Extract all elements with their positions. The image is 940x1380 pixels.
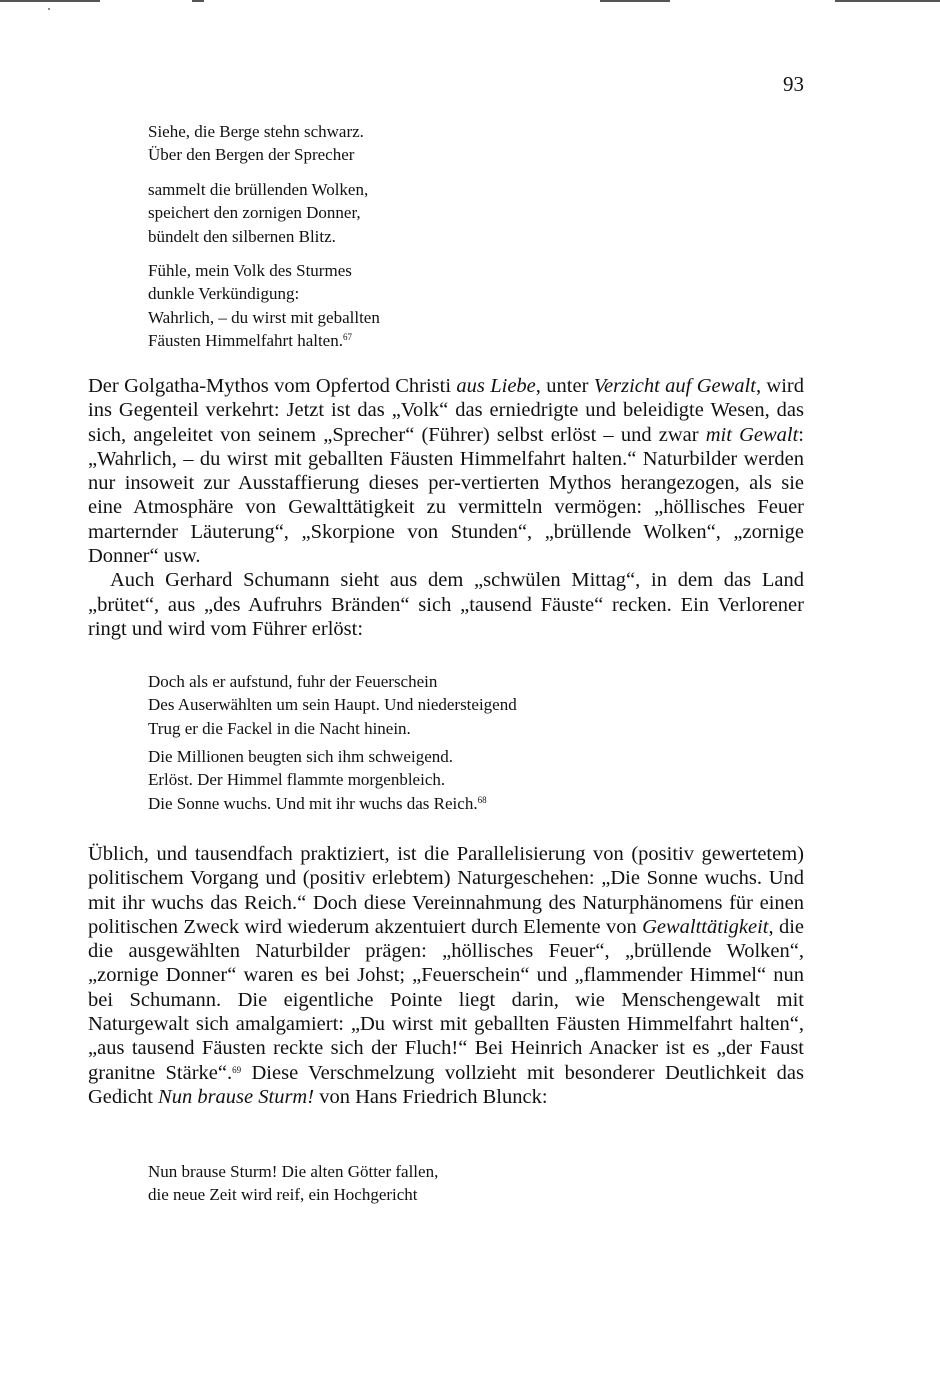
text: , unter	[535, 375, 594, 397]
verse-line: bündelt den silbernen Blitz.	[148, 226, 336, 246]
verse-line: Über den Bergen der Sprecher	[148, 145, 355, 165]
prose-block-1	[88, 374, 804, 641]
verse-line: Siehe, die Berge stehn schwarz.	[148, 122, 364, 141]
text: Der Golgatha-Mythos vom Opfertod Christi	[88, 375, 457, 397]
poem-johst-stanza-2	[148, 178, 368, 248]
emphasis: Verzicht auf Gewalt	[593, 375, 756, 397]
paragraph	[88, 374, 804, 568]
text: : „Wahrlich, – du wirst mit geballten Fäusten Himmelfahrt halten.“ Naturbilder werden nur insoweit zur Ausstaffierung dieses per-vertierten Mythos herangezogen, als sie eine Atmosphäre von Gewalttätigkeit zu vermitteln vermögen: „höllisches Feuer marternder Läuterung“, „Skorpione von Stunden“, „brüllende Wolken“, „zornige Donner“ usw.	[88, 423, 804, 568]
verse-line	[148, 792, 487, 815]
footnote-ref: 67	[342, 331, 352, 342]
scan-top-edge-right	[600, 0, 670, 2]
paragraph	[88, 842, 804, 1109]
scan-top-edge-left	[0, 0, 100, 2]
verse-text: Fäusten Himmelfahrt halten.	[148, 330, 343, 350]
poem-blunck	[148, 1160, 438, 1207]
verse-line: Wahrlich, – du wirst mit geballten	[148, 307, 380, 327]
text: Diese Verschmelzung vollzieht mit besonderer Deutlichkeit das Gedicht	[88, 1061, 804, 1108]
emphasis: Gewalttätigkeit	[642, 915, 769, 938]
emphasis: Nun brause Sturm!	[158, 1085, 315, 1108]
footnote-ref: 69	[232, 1064, 242, 1075]
scan-top-edge-far-right	[835, 0, 940, 2]
text: von Hans Friedrich Blunck:	[314, 1085, 548, 1108]
verse-line	[148, 329, 380, 352]
verse-line: Erlöst. Der Himmel flammte morgenbleich.	[148, 770, 446, 790]
verse-line: Die Millionen beugten sich ihm schweigend.	[148, 747, 453, 766]
verse-line: Doch als er aufstund, fuhr der Feuerschein	[148, 672, 438, 691]
scan-speck	[48, 8, 50, 10]
text: , wird ins Gegenteil verkehrt: Jetzt ist das „Volk“ das erniedrigte und beleidigte Wesen, das sich, angeleitet von seinem „Sprecher“ (Führer) selbst erlöst – und zwar	[88, 375, 804, 446]
paragraph: Auch Gerhard Schumann sieht aus dem „schwülen Mittag“, in dem das Land „brütet“, aus „des Aufruhrs Bränden“ sich „tausend Fäuste“ recken. Ein Verlorener ringt und wird vom Führer erlöst:	[88, 569, 804, 640]
verse-line: sammelt die brüllenden Wolken,	[148, 180, 369, 199]
prose-block-2	[88, 842, 804, 1109]
emphasis: mit Gewalt	[705, 423, 799, 446]
poem-johst-stanza-1	[148, 120, 364, 167]
verse-line: Trug er die Fackel in die Nacht hinein.	[148, 718, 411, 738]
verse-line: Nun brause Sturm! Die alten Götter fallen,	[148, 1162, 439, 1181]
verse-line: speichert den zornigen Donner,	[148, 203, 361, 223]
verse-line: dunkle Verkündigung:	[148, 284, 300, 304]
verse-line: Des Auserwählten um sein Haupt. Und niedersteigend	[148, 695, 517, 715]
verse-line: Fühle, mein Volk des Sturmes	[148, 261, 352, 280]
text: , die die ausgewählten Naturbilder prägen: „höllisches Feuer“, „brüllende Wolken“, „zornige Donner“ waren es bei Johst; „Feuerschein“ und „flammender Himmel“ nun bei Schumann. Die eigentliche Pointe liegt darin, wie Menschengewalt mit Naturgewalt sich amalgamiert: „Du wirst mit geballten Fäusten Himmelfahrt halten“, „aus tausend Fäusten reckte sich der Fluch!“ Bei Heinrich Anacker ist es „der Faust granitne Stärke“.	[88, 915, 804, 1084]
poem-johst-stanza-3	[148, 259, 380, 352]
scan-top-edge-mid	[192, 0, 204, 2]
emphasis: aus Liebe	[456, 375, 536, 397]
page-number: 93	[783, 72, 804, 96]
text: Üblich, und tausendfach praktiziert, ist die Parallelisierung von (positiv gewertetem) politischem Vorgang und (positiv erlebtem) Naturgeschehen: „Die Sonne wuchs. Und mit ihr wuchs das Reich.“ Doch diese Vereinnahmung des Naturphänomens für einen politischen Zweck wird wiederum akzentuiert durch Elemente von	[88, 843, 804, 938]
poem-schumann-stanza-2	[148, 745, 487, 815]
verse-text: Die Sonne wuchs. Und mit ihr wuchs das Reich.	[148, 793, 478, 813]
footnote-ref: 68	[477, 794, 487, 805]
poem-schumann-stanza-1	[148, 670, 517, 740]
verse-line: die neue Zeit wird reif, ein Hochgericht	[148, 1185, 418, 1205]
